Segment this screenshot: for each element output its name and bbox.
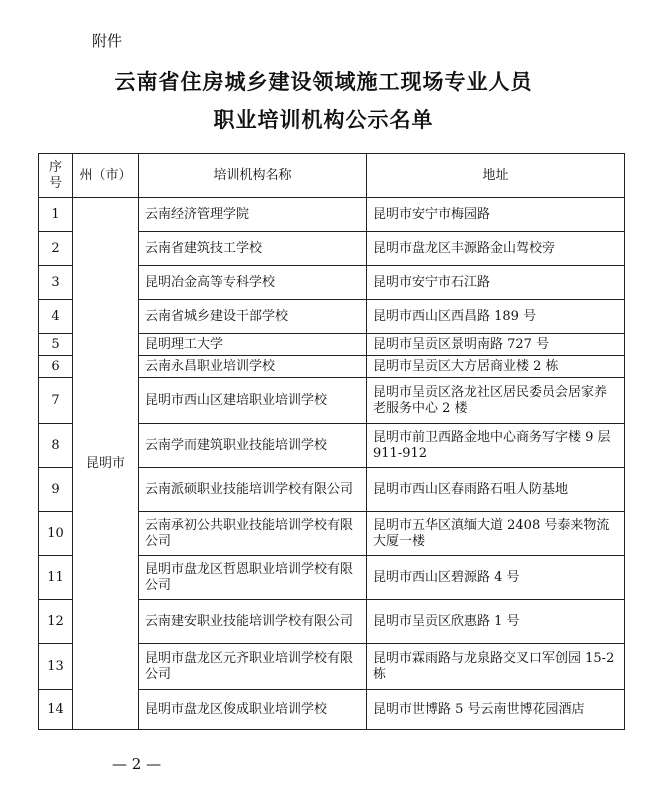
institution-address: 昆明市呈贡区洛龙社区居民委员会居家养老服务中心 2 楼 <box>367 378 625 424</box>
row-seq: 7 <box>39 378 73 424</box>
institution-name: 昆明市盘龙区哲恩职业培训学校有限公司 <box>139 556 367 600</box>
column-header-seq <box>39 154 73 198</box>
institution-name: 昆明市盘龙区俊成职业培训学校 <box>139 690 367 730</box>
institution-name: 昆明冶金高等专科学校 <box>139 266 367 300</box>
row-seq: 12 <box>39 600 73 644</box>
institution-address: 昆明市前卫西路金地中心商务写字楼 9 层 911-912 <box>367 424 625 468</box>
attachment-label: 附件 <box>92 32 123 50</box>
table-row <box>39 198 625 232</box>
row-seq: 11 <box>39 556 73 600</box>
row-seq: 9 <box>39 468 73 512</box>
row-seq: 10 <box>39 512 73 556</box>
seq-header-char-1: 序 <box>48 159 62 175</box>
institution-name: 云南承初公共职业技能培训学校有限公司 <box>139 512 367 556</box>
row-seq: 14 <box>39 690 73 730</box>
row-seq: 3 <box>39 266 73 300</box>
institution-address: 昆明市盘龙区丰源路金山驾校旁 <box>367 232 625 266</box>
document-subtitle: 职业培训机构公示名单 <box>213 108 434 132</box>
institution-name: 昆明市西山区建培职业培训学校 <box>139 378 367 424</box>
institution-address: 昆明市呈贡区欣惠路 1 号 <box>367 600 625 644</box>
prefecture-cell: 昆明市 <box>73 198 139 730</box>
row-seq: 13 <box>39 644 73 690</box>
institution-address: 昆明市安宁市石江路 <box>367 266 625 300</box>
institution-address: 昆明市西山区西昌路 189 号 <box>367 300 625 334</box>
page-number: — 2 — <box>112 755 162 773</box>
institution-table <box>38 153 625 730</box>
document-title: 云南省住房城乡建设领域施工现场专业人员 <box>114 70 533 94</box>
institution-name: 云南学而建筑职业技能培训学校 <box>139 424 367 468</box>
seq-header-char-2: 号 <box>48 175 62 191</box>
institution-address: 昆明市世博路 5 号云南世博花园酒店 <box>367 690 625 730</box>
institution-address: 昆明市五华区滇缅大道 2408 号泰来物流大厦一楼 <box>367 512 625 556</box>
row-seq: 5 <box>39 334 73 356</box>
column-header-name: 培训机构名称 <box>139 154 367 198</box>
institution-address: 昆明市安宁市梅园路 <box>367 198 625 232</box>
institution-name: 云南经济管理学院 <box>139 198 367 232</box>
institution-name: 昆明市盘龙区元齐职业培训学校有限公司 <box>139 644 367 690</box>
row-seq: 8 <box>39 424 73 468</box>
table-header-row <box>39 154 625 198</box>
institution-name: 云南省城乡建设干部学校 <box>139 300 367 334</box>
institution-name: 云南建安职业技能培训学校有限公司 <box>139 600 367 644</box>
institution-name: 云南派硕职业技能培训学校有限公司 <box>139 468 367 512</box>
institution-address: 昆明市霖雨路与龙泉路交叉口军创园 15-2 栋 <box>367 644 625 690</box>
row-seq: 4 <box>39 300 73 334</box>
column-header-prefecture: 州（市） <box>73 154 139 198</box>
row-seq: 1 <box>39 198 73 232</box>
institution-name: 云南永昌职业培训学校 <box>139 356 367 378</box>
institution-address: 昆明市西山区春雨路石咀人防基地 <box>367 468 625 512</box>
row-seq: 2 <box>39 232 73 266</box>
institution-name: 昆明理工大学 <box>139 334 367 356</box>
column-header-address: 地址 <box>367 154 625 198</box>
institution-name: 云南省建筑技工学校 <box>139 232 367 266</box>
institution-address: 昆明市呈贡区大方居商业楼 2 栋 <box>367 356 625 378</box>
institution-address: 昆明市西山区碧源路 4 号 <box>367 556 625 600</box>
institution-address: 昆明市呈贡区景明南路 727 号 <box>367 334 625 356</box>
row-seq: 6 <box>39 356 73 378</box>
